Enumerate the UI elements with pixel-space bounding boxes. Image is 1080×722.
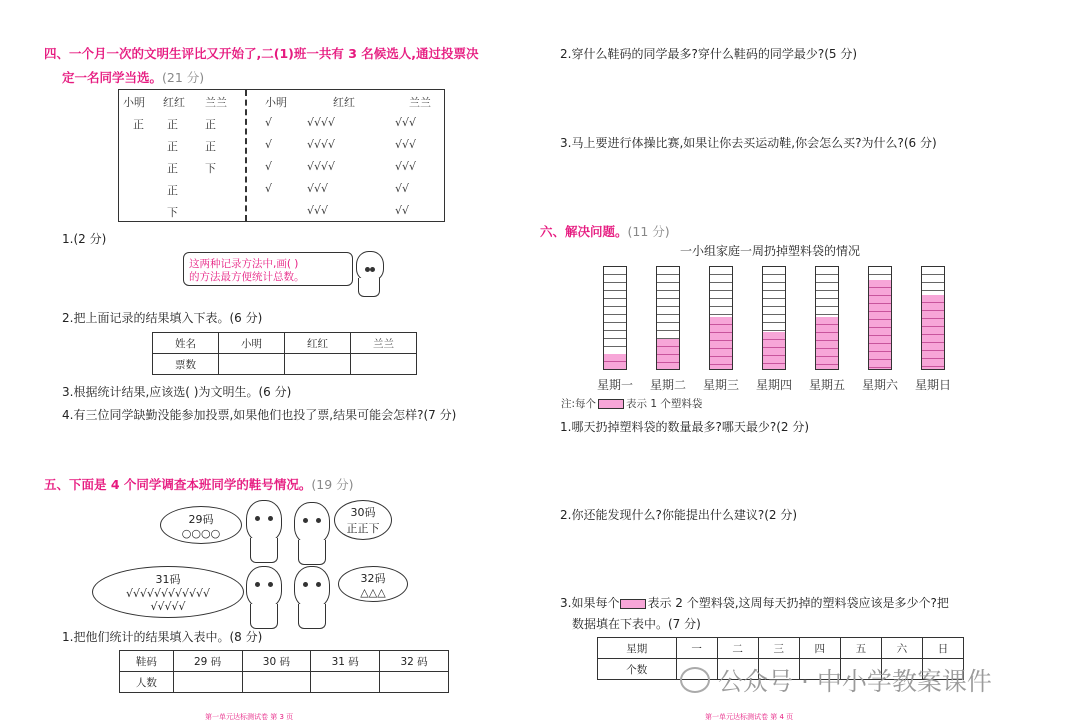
bubble-30-marks: 正正下 [346, 522, 380, 535]
sec6-q2: 2.你还能发现什么?你能提出什么建议?(2 分) [560, 508, 798, 522]
check-mark: √√√√ [307, 116, 336, 129]
girl-body-icon [358, 278, 380, 297]
sec4-q2: 2.把上面记录的结果填入下表。(6 分) [62, 311, 263, 325]
chart-bar [603, 266, 627, 370]
check-mark: √ [265, 182, 273, 195]
shoe-table-header: 30 码 [242, 651, 311, 672]
bags-table-header: 四 [799, 638, 840, 659]
votes-table [152, 332, 417, 375]
chart-bar [709, 266, 733, 370]
chart-bar [921, 266, 945, 370]
girl-curly-hair-icon [294, 566, 330, 608]
bags-table-header: 二 [717, 638, 758, 659]
tally-marks [133, 116, 243, 226]
pink-block-icon [620, 599, 646, 609]
sec4-title-line2 [62, 68, 204, 86]
chart-bar [868, 266, 892, 370]
bags-table-header: 一 [676, 638, 717, 659]
shoe-table-header: 鞋码 [120, 651, 174, 672]
bubble-29-label: 29码 [188, 512, 214, 526]
bags-table-header: 日 [922, 638, 963, 659]
shoe-table-header: 32 码 [380, 651, 449, 672]
check-mark: √√ [395, 204, 410, 217]
chart-category-label: 星期二 [649, 378, 686, 392]
tally-mark: 正 [167, 184, 178, 197]
votes-cell-honghong[interactable] [285, 354, 351, 375]
sec6-title-text: 六、解决问题。 [540, 224, 628, 239]
tally-mark: 正 [167, 140, 178, 153]
boy-body-icon [250, 538, 278, 563]
vote-record-box [118, 89, 445, 222]
sec5-score: (19 分) [311, 477, 354, 492]
sec4-score: (21 分) [162, 70, 205, 85]
chart-note-end: 表示 1 个塑料袋 [626, 398, 703, 410]
right-footer: 第一单元达标测试卷 第 4 页 [705, 713, 794, 721]
check-mark: √ [265, 138, 273, 151]
sec6-q1: 1.哪天扔掉塑料袋的数量最多?哪天最少?(2 分) [560, 420, 810, 434]
tally-mark: 正 [205, 118, 216, 131]
check-mark: √√√ [395, 116, 417, 129]
sec6-q3-line2: 数据填在下表中。(7 分) [572, 617, 701, 631]
plastic-bag-chart [580, 262, 970, 392]
shoe-size-table [119, 650, 449, 693]
bubble-30-label: 30码 [350, 506, 376, 519]
chart-bar [656, 266, 680, 370]
votes-table-header: 兰兰 [351, 333, 417, 354]
shoe-cell-30[interactable] [242, 672, 311, 693]
votes-table-header: 小明 [219, 333, 285, 354]
tally-mark: 下 [205, 162, 216, 175]
chart-bar-fill [763, 332, 785, 369]
check-header-lanlan: 兰兰 [409, 96, 431, 109]
bags-table-header: 三 [758, 638, 799, 659]
votes-row-label: 票数 [153, 354, 219, 375]
bubble-31-marks: √√√√√√√√√√√√ [125, 587, 211, 600]
bubble-32-marks: △△△ [360, 585, 386, 599]
check-marks [265, 116, 440, 226]
sec5-q3: 3.马上要进行体操比赛,如果让你去买运动鞋,你会怎么买?为什么?(6 分) [560, 136, 937, 150]
bubble-31-label: 31码 [155, 573, 181, 586]
girl-long-hair-icon [246, 566, 282, 608]
sec4-q3: 3.根据统计结果,应该选( )为文明生。(6 分) [62, 385, 292, 399]
votes-cell-xiaoming[interactable] [219, 354, 285, 375]
bubble-31-marks2: √√√√√ [150, 600, 186, 613]
sec4-q1: 1.(2 分) [62, 232, 107, 246]
shoe-cell-29[interactable] [173, 672, 242, 693]
chart-bar [762, 266, 786, 370]
check-header-xiaoming: 小明 [265, 96, 287, 109]
chart-category-label: 星期六 [861, 378, 898, 392]
check-mark: √√ [395, 182, 410, 195]
bags-table-header: 五 [840, 638, 881, 659]
sec5-title-text: 五、下面是 4 个同学调查本班同学的鞋号情况。 [44, 477, 312, 492]
bubble-32 [338, 566, 408, 602]
tally-mark: 正 [205, 140, 216, 153]
shoe-cell-32[interactable] [380, 672, 449, 693]
chart-category-label: 星期三 [702, 378, 739, 392]
check-mark: √√√√ [307, 138, 336, 151]
girl-body3-icon [298, 604, 326, 629]
bags-row-label: 个数 [598, 659, 677, 680]
speech-bubble [183, 252, 353, 286]
chart-bar-fill [816, 317, 838, 369]
shoe-table-header: 29 码 [173, 651, 242, 672]
check-header-honghong: 红红 [333, 96, 355, 109]
record-divider [245, 90, 247, 221]
tally-header-honghong: 红红 [163, 96, 185, 109]
sec6-q3-line1 [560, 594, 949, 611]
chart-note [561, 396, 702, 411]
chart-category-label: 星期四 [755, 378, 792, 392]
bubble-30 [334, 500, 392, 540]
tally-mark: 正 [133, 118, 144, 131]
girl-body2-icon [250, 604, 278, 629]
sec4-q4: 4.有三位同学缺勤没能参加投票,如果他们也投了票,结果可能会怎样?(7 分) [62, 408, 457, 422]
chart-category-label: 星期五 [808, 378, 845, 392]
tally-header-lanlan: 兰兰 [205, 96, 227, 109]
check-mark: √√√ [307, 182, 329, 195]
check-mark: √ [265, 160, 273, 173]
boy-cap-icon [294, 502, 330, 544]
votes-cell-lanlan[interactable] [351, 354, 417, 375]
votes-table-header: 姓名 [153, 333, 219, 354]
girl-illustration-icon [356, 251, 384, 281]
check-mark: √ [265, 116, 273, 129]
bags-table-header: 六 [881, 638, 922, 659]
chart-title: 一小组家庭一周扔掉塑料袋的情况 [680, 244, 861, 258]
chart-note-start: 注:每个 [561, 398, 597, 410]
boy2-body-icon [298, 540, 326, 565]
shoe-cell-31[interactable] [311, 672, 380, 693]
check-mark: √√√√ [307, 160, 336, 173]
shoe-row-label: 人数 [120, 672, 174, 693]
bubble-31 [92, 566, 244, 618]
chart-bar [815, 266, 839, 370]
bubble-line2: 的方法最方便统计总数。 [189, 271, 305, 283]
shoe-table-header: 31 码 [311, 651, 380, 672]
chart-bar-fill [604, 354, 626, 369]
sec4-title-text: 定一名同学当选。 [62, 70, 163, 85]
watermark-text: 公众号 · 中小学教案课件 [718, 667, 992, 696]
sec4-title-line1: 四、一个月一次的文明生评比又开始了,二(1)班一共有 3 名候选人,通过投票决 [44, 46, 479, 61]
bubble-line1: 这两种记录方法中,画( ) [189, 258, 299, 270]
bubble-29-marks: ○○○○ [181, 526, 221, 540]
watermark [680, 662, 992, 698]
sec6-q3-rest: 表示 2 个塑料袋,这周每天扔掉的塑料袋应该是多少个?把 [647, 596, 949, 610]
tally-mark: 正 [167, 162, 178, 175]
tally-mark: 正 [167, 118, 178, 131]
sec5-title [44, 475, 354, 493]
sec6-title [540, 222, 670, 240]
bubble-29 [160, 506, 242, 544]
sec5-q2: 2.穿什么鞋码的同学最多?穿什么鞋码的同学最少?(5 分) [560, 47, 858, 61]
check-mark: √√√ [395, 138, 417, 151]
tally-header-xiaoming: 小明 [123, 96, 145, 109]
chart-category-label: 星期日 [914, 378, 951, 392]
wechat-icon [680, 667, 710, 693]
left-footer: 第一单元达标测试卷 第 3 页 [205, 713, 294, 721]
pink-block-icon [598, 399, 624, 409]
tally-mark: 下 [167, 206, 178, 219]
sec5-q1: 1.把他们统计的结果填入表中。(8 分) [62, 630, 263, 644]
chart-bar-fill [710, 317, 732, 369]
check-mark: √√√ [307, 204, 329, 217]
chart-bar-fill [657, 339, 679, 369]
votes-table-header: 红红 [285, 333, 351, 354]
boy-glasses-icon [246, 500, 282, 542]
bags-table-header: 星期 [598, 638, 677, 659]
check-mark: √√√ [395, 160, 417, 173]
bubble-32-label: 32码 [360, 571, 386, 585]
sec6-score: (11 分) [627, 224, 670, 239]
sec6-q3-start: 3.如果每个 [560, 596, 620, 610]
chart-category-label: 星期一 [596, 378, 633, 392]
chart-bar-fill [922, 295, 944, 369]
chart-bar-fill [869, 280, 891, 369]
